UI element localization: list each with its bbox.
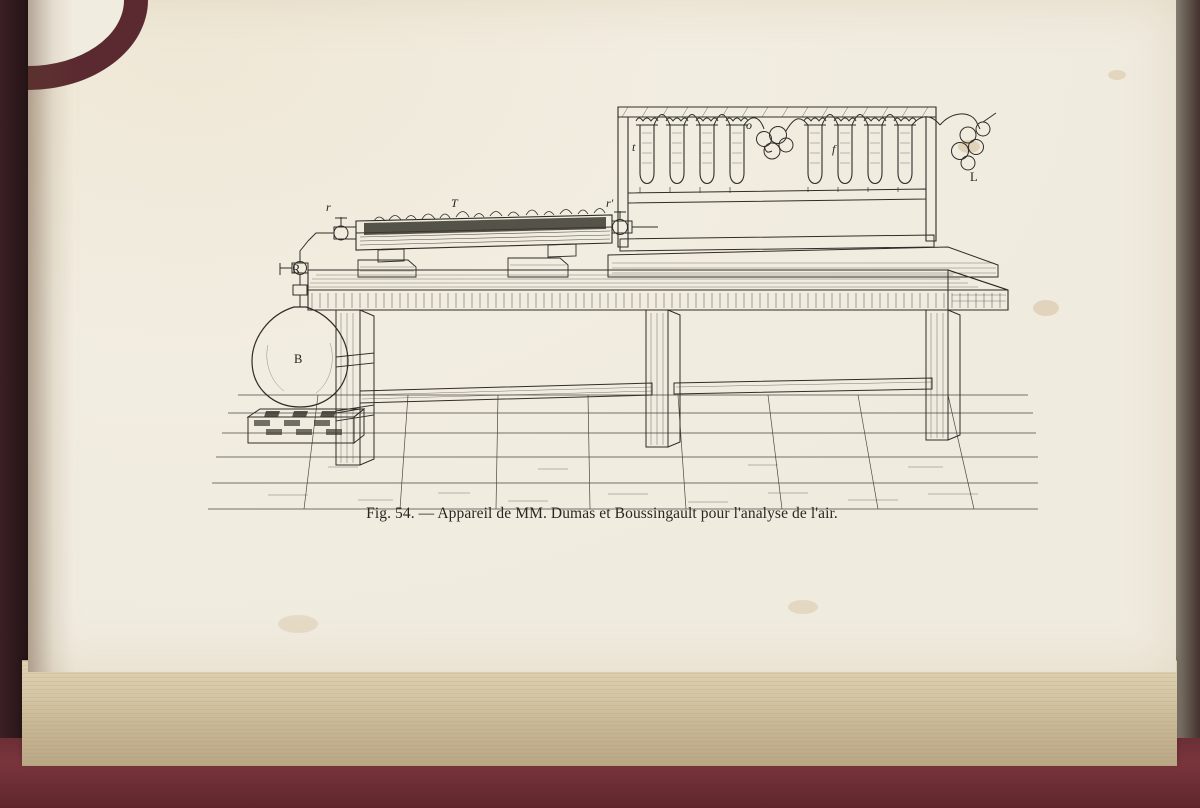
- u-tube-rack: [608, 107, 998, 277]
- stand-checkerboard: [254, 411, 342, 435]
- label-T: T: [451, 196, 458, 210]
- work-table: [308, 270, 1008, 465]
- label-r-prime: r': [606, 196, 614, 210]
- u-tubes: [636, 118, 916, 184]
- label-t: t: [632, 140, 636, 154]
- foxing-spot: [278, 615, 318, 633]
- leaf-corner-curl-inner: [28, 0, 124, 66]
- riser-blocks: [358, 258, 568, 277]
- stopcock-r-prime: [612, 211, 658, 235]
- foxing-spot: [1108, 70, 1126, 80]
- book-cover-right-edge: [1174, 0, 1200, 808]
- label-L: L: [970, 170, 978, 184]
- label-R: R: [292, 262, 301, 276]
- liebig-bulbs-L: [940, 113, 996, 170]
- foxing-spot: [788, 600, 818, 614]
- label-r: r: [326, 200, 331, 214]
- paper-leaf: [28, 0, 1176, 672]
- figure-caption: Fig. 54. — Appareil de MM. Dumas et Boussingault pour l'analyse de l'air.: [366, 505, 838, 522]
- label-B: B: [294, 352, 303, 366]
- label-o: o: [746, 118, 752, 132]
- page-block-edge: [22, 660, 1177, 766]
- stopcock-r: [308, 217, 356, 241]
- figure-engraving: [208, 95, 1038, 525]
- label-f: f: [832, 142, 836, 156]
- leaf-corner-curl: [28, 0, 148, 90]
- bulb-set-o: [757, 127, 794, 160]
- book-gutter-shadow: [28, 0, 74, 672]
- combustion-tube-T: [356, 209, 612, 263]
